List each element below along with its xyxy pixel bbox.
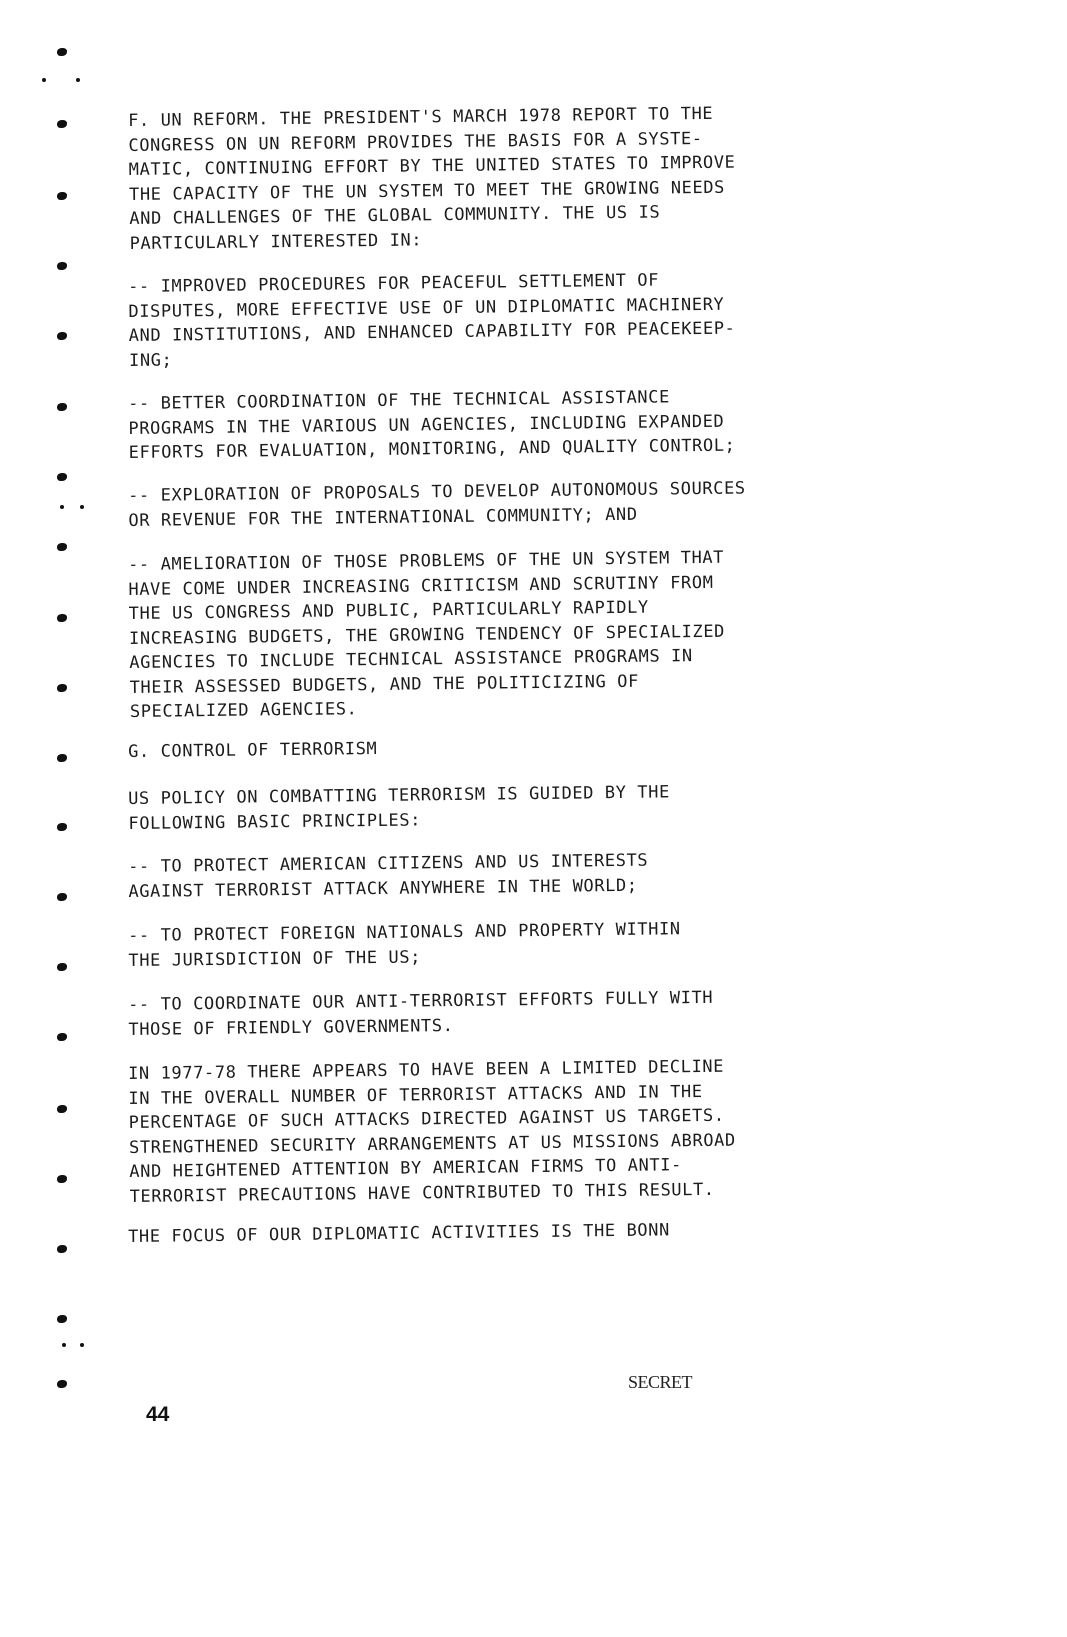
punch-hole-mark <box>57 963 67 971</box>
text-line: AND HEIGHTENED ATTENTION BY AMERICAN FIRMS TO ANTI- <box>129 1155 683 1182</box>
text-line: AGENCIES TO INCLUDE TECHNICAL ASSISTANCE PROGRAMS IN <box>129 646 693 673</box>
text-line: ING; <box>128 349 173 371</box>
paragraph-g4 <box>128 1052 910 1209</box>
punch-hole-mark <box>80 1343 84 1347</box>
punch-hole-mark <box>57 1380 67 1388</box>
paragraph-f4 <box>128 543 910 724</box>
text-line: -- TO PROTECT FOREIGN NATIONALS AND PROPERTY WITHIN <box>128 919 681 946</box>
page-number: 44 <box>146 1403 170 1426</box>
text-line: PARTICULARLY INTERESTED IN: <box>129 229 423 254</box>
punch-hole-mark <box>57 614 67 622</box>
text-line: FOLLOWING BASIC PRINCIPLES: <box>128 809 422 834</box>
punch-hole-mark <box>57 1315 67 1323</box>
text-line: AND INSTITUTIONS, AND ENHANCED CAPABILITY FOR PEACEKEEP- <box>128 318 736 346</box>
punch-hole-mark <box>57 1245 67 1253</box>
classification-marking: SECRET <box>628 1372 693 1392</box>
punch-hole-mark <box>57 893 67 901</box>
paragraph-f <box>128 99 910 256</box>
text-line: -- AMELIORATION OF THOSE PROBLEMS OF THE UN SYSTEM THAT <box>128 547 725 575</box>
text-line: F. UN REFORM. THE PRESIDENT'S MARCH 1978 REPORT TO THE <box>128 103 714 131</box>
text-line: TERRORIST PRECAUTIONS HAVE CONTRIBUTED TO THIS RESULT. <box>129 1179 715 1207</box>
punch-hole-mark <box>57 473 67 481</box>
text-line: STRENGTHENED SECURITY ARRANGEMENTS AT US MISSIONS ABROAD <box>128 1130 736 1158</box>
punch-hole-mark <box>57 1105 67 1113</box>
punch-hole-mark <box>62 1343 66 1347</box>
text-line: IN THE OVERALL NUMBER OF TERRORIST ATTACKS AND IN THE <box>128 1081 703 1109</box>
paragraph-f2 <box>128 382 909 465</box>
punch-hole-mark <box>57 120 67 128</box>
paragraph-g0 <box>128 777 909 836</box>
text-line: -- EXPLORATION OF PROPOSALS TO DEVELOP AUTONOMOUS SOURCES <box>128 478 746 506</box>
text-line: THE US CONGRESS AND PUBLIC, PARTICULARLY RAPIDLY <box>128 597 649 624</box>
punch-hole-mark <box>57 1175 67 1183</box>
text-line: -- BETTER COORDINATION OF THE TECHNICAL ASSISTANCE <box>128 387 670 414</box>
punch-hole-mark <box>60 505 64 509</box>
text-line: THOSE OF FRIENDLY GOVERNMENTS. <box>128 1015 454 1040</box>
text-line: US POLICY ON COMBATTING TERRORISM IS GUIDED BY THE <box>128 782 670 809</box>
text-line: OR REVENUE FOR THE INTERNATIONAL COMMUNITY; AND <box>128 504 638 531</box>
punch-hole-mark <box>57 262 67 270</box>
text-line: PERCENTAGE OF SUCH ATTACKS DIRECTED AGAINST US TARGETS. <box>128 1105 725 1133</box>
text-line: CONGRESS ON UN REFORM PROVIDES THE BASIS FOR A SYSTE- <box>128 128 703 156</box>
punch-hole-mark <box>57 1033 67 1041</box>
text-line: THE FOCUS OF OUR DIPLOMATIC ACTIVITIES IS THE BONN <box>128 1220 670 1247</box>
paragraph-g3 <box>128 983 909 1042</box>
text-line: MATIC, CONTINUING EFFORT BY THE UNITED STATES TO IMPROVE <box>128 152 736 180</box>
text-line: G. CONTROL OF TERRORISM <box>128 738 378 762</box>
punch-hole-mark <box>57 48 67 56</box>
punch-hole-mark <box>76 78 80 82</box>
text-line: THEIR ASSESSED BUDGETS, AND THE POLITICIZING OF <box>129 671 639 698</box>
paragraph-f1 <box>128 265 909 373</box>
punch-hole-mark <box>57 332 67 340</box>
paragraph-g1 <box>128 845 909 904</box>
punch-hole-mark <box>57 823 67 831</box>
paragraph-g2 <box>128 914 909 973</box>
paragraph-g5 <box>128 1215 908 1249</box>
punch-hole-mark <box>57 403 67 411</box>
punch-hole-mark <box>57 192 67 200</box>
text-line: HAVE COME UNDER INCREASING CRITICISM AND SCRUTINY FROM <box>128 572 714 600</box>
punch-hole-mark <box>57 754 67 762</box>
text-line: DISPUTES, MORE EFFECTIVE USE OF UN DIPLOMATIC MACHINERY <box>128 294 725 322</box>
punch-hole-mark <box>57 543 67 551</box>
text-line: INCREASING BUDGETS, THE GROWING TENDENCY OF SPECIALIZED <box>128 621 726 649</box>
text-line: -- TO PROTECT AMERICAN CITIZENS AND US INTERESTS <box>128 850 649 877</box>
text-line: IN 1977-78 THERE APPEARS TO HAVE BEEN A LIMITED DECLINE <box>128 1056 725 1084</box>
text-line: AGAINST TERRORIST ATTACK ANYWHERE IN THE WORLD; <box>128 875 638 902</box>
paragraph-f3 <box>128 474 909 533</box>
punch-hole-mark <box>42 78 46 82</box>
text-line: THE CAPACITY OF THE UN SYSTEM TO MEET THE GROWING NEEDS <box>128 177 726 205</box>
text-line: -- TO COORDINATE OUR ANTI-TERRORIST EFFORTS FULLY WITH <box>128 987 714 1015</box>
text-line: PROGRAMS IN THE VARIOUS UN AGENCIES, INCLUDING EXPANDED <box>128 411 725 439</box>
text-line: EFFORTS FOR EVALUATION, MONITORING, AND QUALITY CONTROL; <box>128 435 736 463</box>
text-line: SPECIALIZED AGENCIES. <box>129 699 358 722</box>
text-line: -- IMPROVED PROCEDURES FOR PEACEFUL SETTLEMENT OF <box>128 270 660 297</box>
text-line: AND CHALLENGES OF THE GLOBAL COMMUNITY. THE US IS <box>129 202 661 229</box>
punch-hole-mark <box>80 505 84 509</box>
text-line: THE JURISDICTION OF THE US; <box>128 946 422 971</box>
punch-hole-mark <box>57 684 67 692</box>
paragraph-g <box>128 730 908 764</box>
